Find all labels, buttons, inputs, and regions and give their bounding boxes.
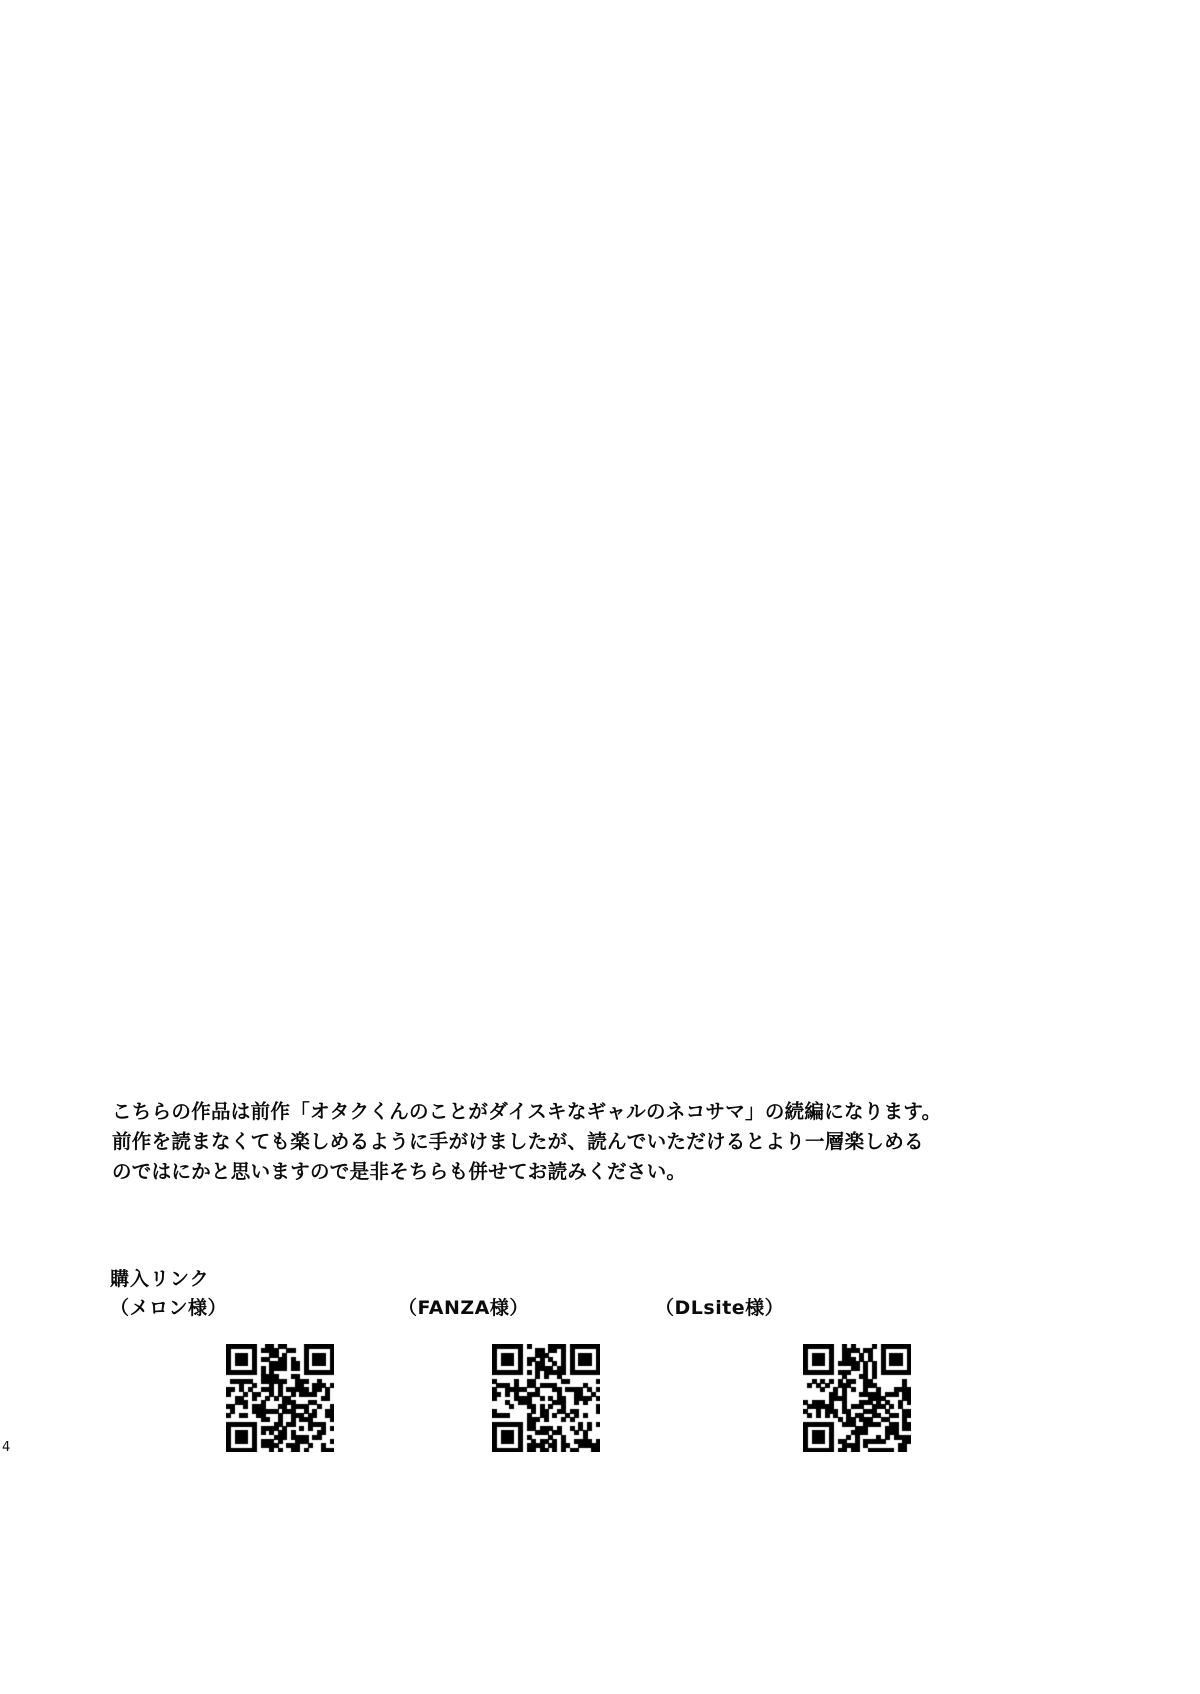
page-number: 4: [2, 1440, 11, 1455]
purchase-link-item[interactable]: [110, 1265, 334, 1452]
qr-code-melon[interactable]: [226, 1344, 334, 1452]
purchase-link-label: （メロン様）: [110, 1297, 228, 1319]
note-line: こちらの作品は前作「オタクくんのことがダイスキなギャルのネコサマ」の続編になります。: [112, 1100, 942, 1123]
note-paragraph: [112, 1097, 992, 1187]
purchase-link-label: （DLsite様）: [655, 1297, 785, 1319]
purchase-link-item[interactable]: [655, 1265, 911, 1452]
note-line: のではにかと思いますので是非そちらも併せてお読みください。: [112, 1160, 687, 1183]
purchase-link-label: （FANZA様）: [398, 1297, 529, 1319]
purchase-link-item[interactable]: [398, 1265, 600, 1452]
note-line: 前作を読まなくても楽しめるように手がけましたが、読んでいただけるとより一層楽しめる: [112, 1130, 924, 1153]
purchase-links-heading: 購入リンク: [110, 1268, 210, 1290]
qr-code-fanza[interactable]: [492, 1344, 600, 1452]
qr-code-dlsite[interactable]: [803, 1344, 911, 1452]
purchase-links-row: [110, 1265, 1010, 1465]
